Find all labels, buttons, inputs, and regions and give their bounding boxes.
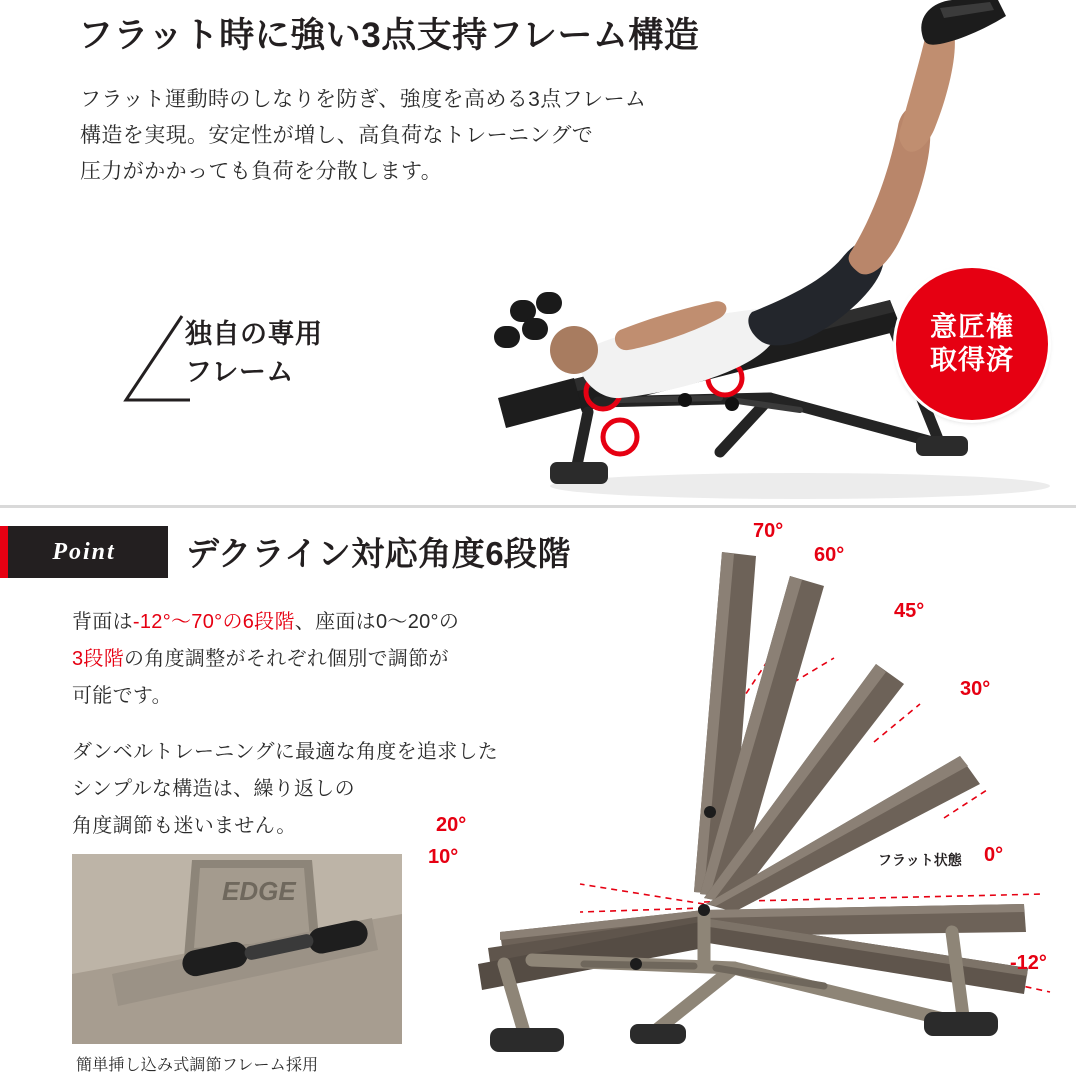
slash-accent-line <box>120 312 190 412</box>
angle-label-0: 0° <box>984 844 1004 866</box>
section1-body-line-2: 構造を実現。安定性が増し、高負荷なトレーニングで <box>80 124 594 148</box>
badge-text <box>930 311 1014 377</box>
bench-exercise-photo <box>470 0 1076 510</box>
line2-highlight: 3段階 <box>72 648 125 670</box>
angle-label-70: 70° <box>753 520 784 542</box>
line1-pre: 背面は <box>72 611 133 633</box>
section-decline-angles <box>0 512 1076 1080</box>
section2-body1-line-1 <box>72 604 459 641</box>
section2-body1-line-3: 可能です。 <box>72 685 172 707</box>
callout-line-1: 独自の専用 <box>185 319 323 349</box>
angle-label-minus12: -12° <box>1010 952 1047 974</box>
page-title: フラット時に強い3点支持フレーム構造 <box>78 16 700 55</box>
angle-label-60: 60° <box>814 544 845 566</box>
section2-body2-line-2: シンプルな構造は、繰り返しの <box>72 778 355 800</box>
inset-caption: 簡単挿し込み式調節フレーム採用 <box>76 1057 319 1074</box>
flat-state-label: フラット状態 <box>878 852 962 868</box>
angle-label-10: 10° <box>428 846 459 868</box>
angle-diagram-illustration <box>404 512 1076 1080</box>
angle-label-45: 45° <box>894 600 925 622</box>
line2-post: の角度調整がそれぞれ個別で調節が <box>124 648 449 670</box>
adjustment-frame-illustration <box>72 854 402 1044</box>
section1-body-line-3: 圧力がかかっても負荷を分散します。 <box>80 160 443 184</box>
angle-diagram <box>404 512 1076 1080</box>
section1-callout <box>185 316 323 392</box>
section2-body2-line-3: 角度調節も迷いません。 <box>72 815 297 837</box>
section1-body-line-1: フラット運動時のしなりを防ぎ、強度を高める3点フレーム <box>80 88 647 111</box>
callout-line-2: フレーム <box>185 356 294 387</box>
point-label-text: Point <box>52 538 116 565</box>
bench-exercise-illustration <box>470 0 1076 510</box>
section-frame-structure <box>0 0 1076 510</box>
angle-label-20: 20° <box>436 814 467 836</box>
badge-line-2: 取得済 <box>930 345 1014 375</box>
section1-body <box>80 82 646 190</box>
section2-body2-line-1: ダンベルトレーニングに最適な角度を追求した <box>72 741 499 763</box>
section2-body1-line-2 <box>72 641 459 678</box>
angle-label-30: 30° <box>960 678 991 700</box>
inset-logo-text: EDGE <box>222 876 296 906</box>
design-patent-badge <box>896 268 1048 420</box>
adjustment-frame-photo <box>72 854 402 1044</box>
line1-highlight: -12°〜70°の6段階 <box>132 611 295 633</box>
section2-body-1 <box>72 604 459 715</box>
section2-title: デクライン対応角度6段階 <box>186 535 572 572</box>
section-divider <box>0 505 1076 508</box>
line1-post: 、座面は0〜20°の <box>294 611 460 633</box>
point-label-bar <box>0 526 168 578</box>
badge-line-1: 意匠権 <box>930 312 1014 343</box>
